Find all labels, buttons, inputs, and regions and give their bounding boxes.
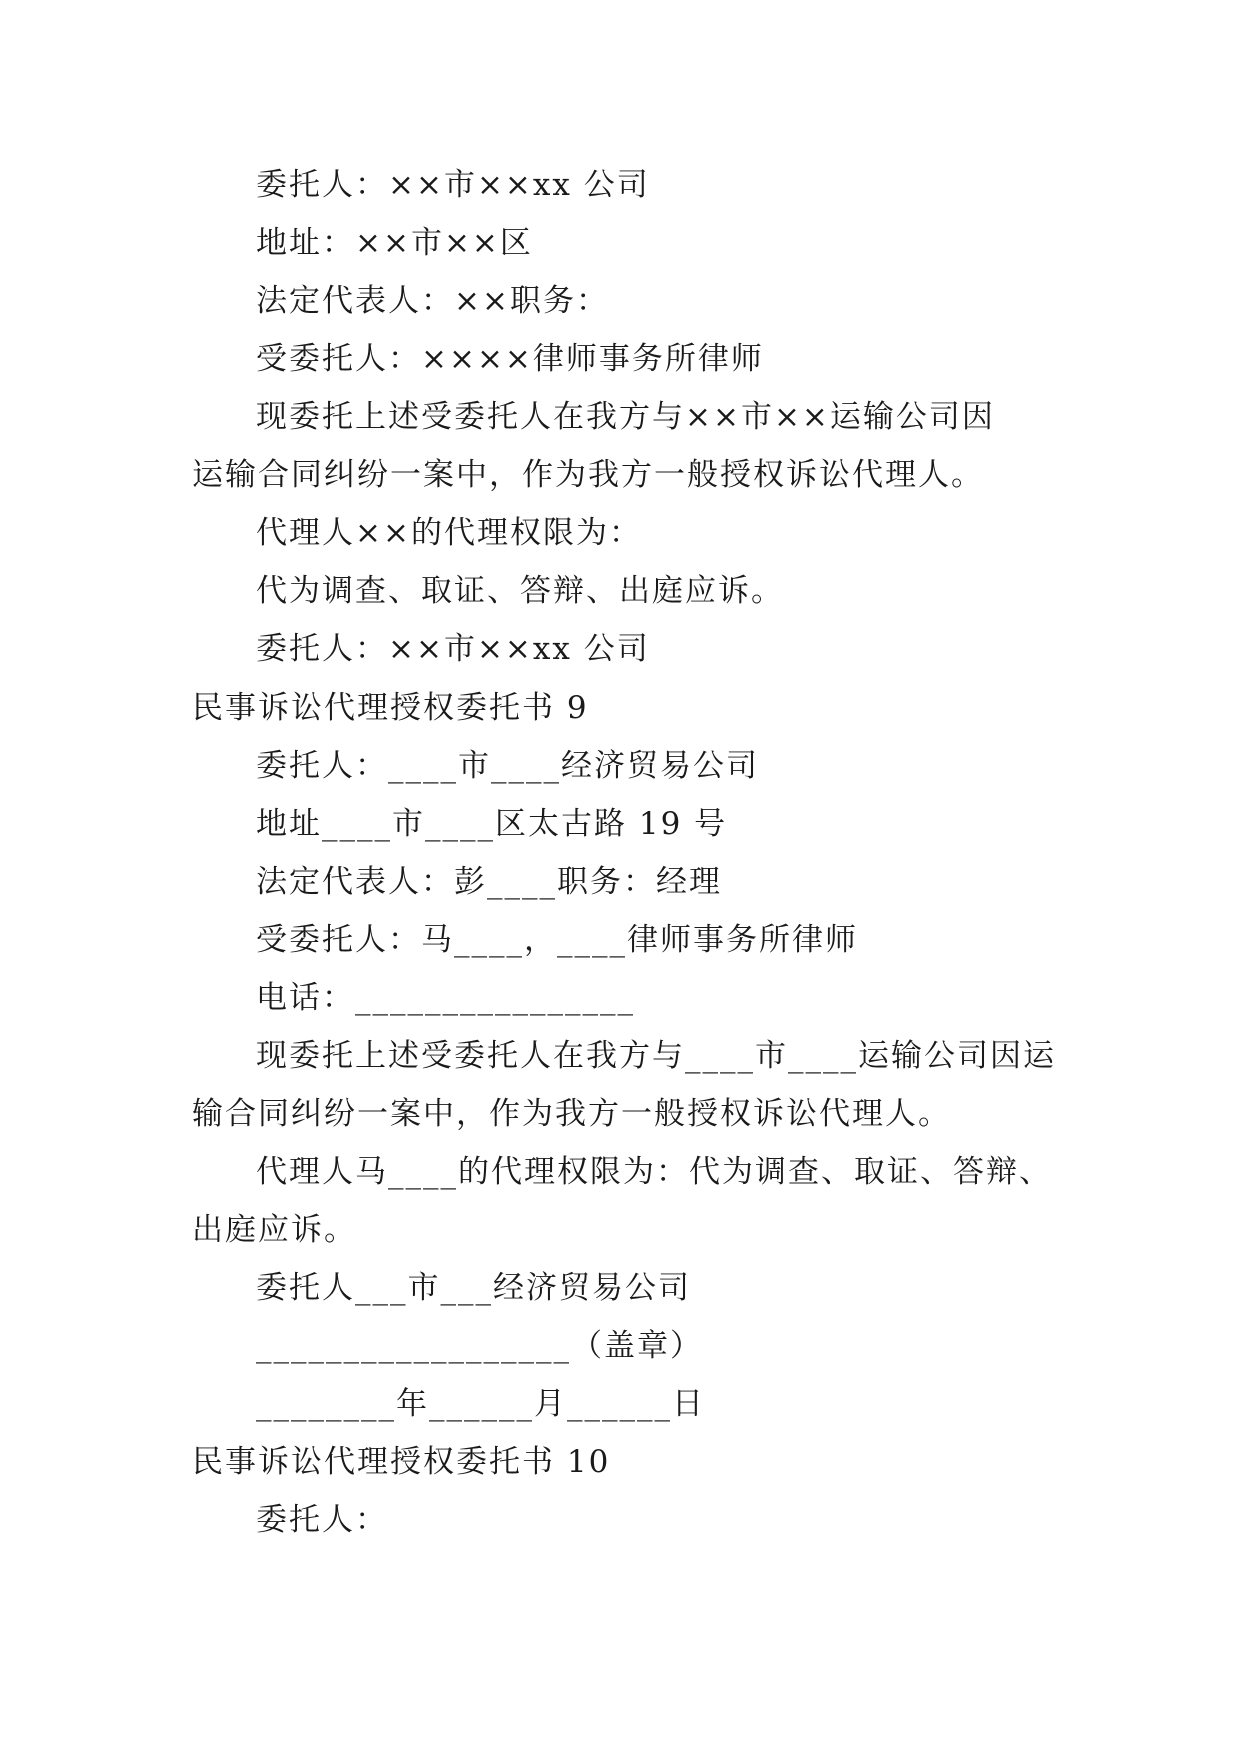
text-line: 出庭应诉。 (192, 1212, 357, 1248)
text-line: 法定代表人：彭____职务：经理 (256, 864, 722, 900)
text-line: 受委托人：××××律师事务所律师 (256, 341, 764, 377)
text-line: 代为调查、取证、答辩、出庭应诉。 (256, 573, 784, 609)
text-line: 委托人：××市××xx 公司 (256, 167, 650, 203)
text-line: 现委托上述受委托人在我方与____市____运输公司因运 (256, 1038, 1056, 1074)
text-line: 委托人： (256, 1502, 388, 1538)
text-line: 法定代表人：××职务： (256, 283, 609, 319)
text-line: 代理人××的代理权限为： (256, 515, 642, 551)
text-line: 委托人：____市____经济贸易公司 (256, 748, 759, 784)
section-heading: 民事诉讼代理授权委托书 10 (192, 1444, 611, 1480)
text-line: 电话：________________ (256, 980, 635, 1016)
text-line: 现委托上述受委托人在我方与××市××运输公司因 (256, 399, 995, 435)
text-line: 代理人马____的代理权限为：代为调查、取证、答辩、 (256, 1154, 1052, 1190)
text-line: 委托人：××市××xx 公司 (256, 631, 650, 667)
text-line: 地址____市____区太古路 19 号 (256, 806, 728, 842)
text-line: 委托人___市___经济贸易公司 (256, 1270, 691, 1306)
text-line: 地址：××市××区 (256, 225, 533, 261)
section-heading: 民事诉讼代理授权委托书 9 (192, 690, 589, 726)
text-line: 输合同纠纷一案中，作为我方一般授权诉讼代理人。 (192, 1096, 951, 1132)
text-line: ________年______月______日 (256, 1386, 705, 1422)
text-line: __________________（盖章） (256, 1328, 703, 1364)
text-line: 运输合同纠纷一案中，作为我方一般授权诉讼代理人。 (192, 457, 984, 493)
text-line: 受委托人：马____，____律师事务所律师 (256, 922, 858, 958)
